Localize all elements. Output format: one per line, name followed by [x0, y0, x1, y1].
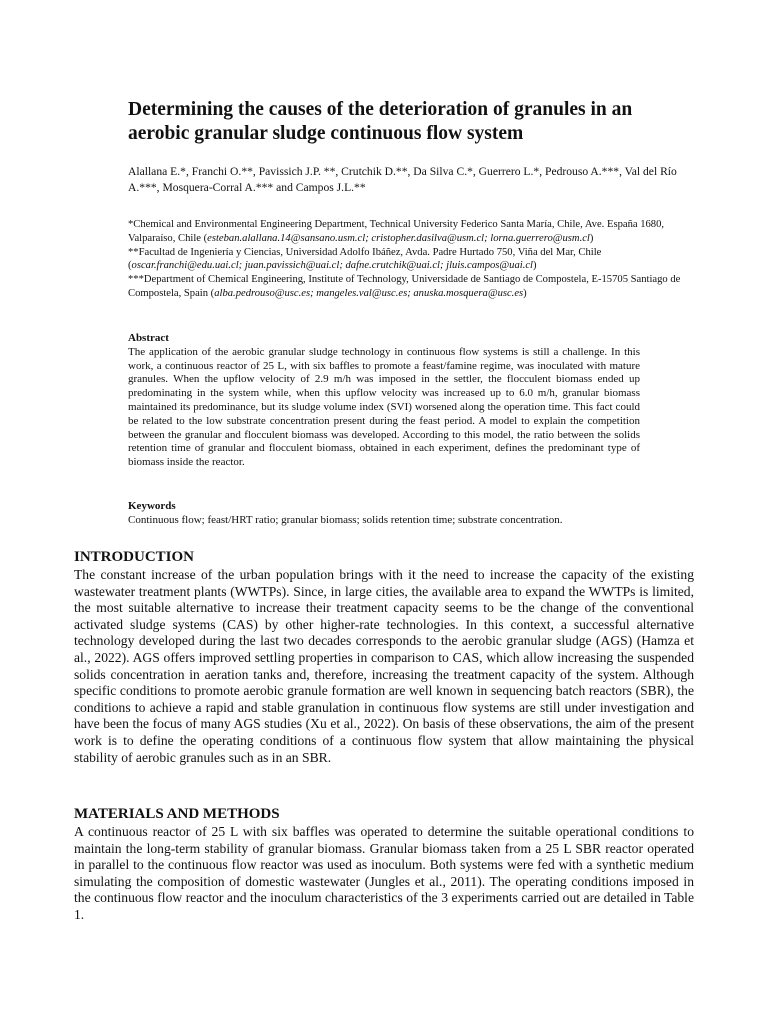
methods-text: A continuous reactor of 25 L with six baffles was operated to determine the suitable operational conditions to maintain the long-term stability of granular biomass. Granular biomass taken from a 25 L SBR reactor operated in parallel to the continuous flow reactor was used as inoculum. Both systems were fed with a synthetic medium simulating the composition of domestic wastewater (Jungles et al., 2011). The operating conditions imposed in the continuous flow reactor and the inoculum characteristics of the 3 experiments carried out are detailed in Table 1.	[74, 824, 694, 922]
methods-heading: MATERIALS AND METHODS	[74, 806, 280, 822]
abstract-text: The application of the aerobic granular sludge technology in continuous flow systems is still a challenge. In this work, a continuous reactor of 25 L, with six baffles to promote a feast/famine regime, was inoculated with mature granules. When the upflow velocity of 2.9 m/h was imposed in the settler, the flocculent biomass ended up predominating in the system while, when this upflow velocity was increased up to 6.0 m/h, granular biomass maintained its predominance, but its sludge volume index (SVI) worsened along the operation time. This fact could be related to the low substrate concentration present during the feast period. A model to explain the competition between the granular and flocculent biomass was developed. According to this model, the ratio between the solids retention time of granular and flocculent biomass, obtained in each experiment, defines the predominant type of biomass inside the reactor.	[128, 345, 640, 469]
abstract	[128, 332, 640, 470]
affiliation-3-emails: alba.pedrouso@usc.es; mangeles.val@usc.es; anuska.mosquera@usc.es	[214, 287, 524, 299]
keywords-text: Continuous flow; feast/HRT ratio; granular biomass; solids retention time; substrate concentration.	[128, 514, 563, 526]
keywords-heading: Keywords	[128, 500, 176, 512]
abstract-heading: Abstract	[128, 332, 169, 344]
keywords	[128, 499, 688, 527]
affiliation-2-emails: oscar.franchi@edu.uai.cl; juan.pavissich@uai.cl; dafne.crutchik@uai.cl; jluis.campos@uai.cl	[131, 260, 533, 272]
affiliations	[128, 218, 688, 301]
affiliation-1: *Chemical and Environmental Engineering Department, Technical University Federico Santa María, Chile, Ave. España 1680, Valparaíso, Chile (esteban.alallana.14@sansano.usm.cl; cristopher.dasilva@usm.cl; lorna.guerrero@usm.cl)	[128, 219, 665, 244]
author-list: Alallana E.*, Franchi O.**, Pavissich J.P. **, Crutchik D.**, Da Silva C.*, Guerrero L.*, Pedrouso A.***, Val del Río A.***, Mosquera-Corral A.*** and Campos J.L.**	[128, 165, 677, 194]
introduction-heading: INTRODUCTION	[74, 549, 195, 565]
paper-title: Determining the causes of the deterioration of granules in an aerobic granular sludge continuous flow system	[128, 99, 633, 144]
affiliation-1-emails: esteban.alallana.14@sansano.usm.cl; cristopher.dasilva@usm.cl; lorna.guerrero@usm.cl	[207, 232, 590, 244]
affiliation-2: **Facultad de Ingeniería y Ciencias, Universidad Adolfo Ibáñez, Avda. Padre Hurtado 750, Viña del Mar, Chile (oscar.franchi@edu.uai.cl; juan.pavissich@uai.cl; dafne.crutchik@uai.cl; jluis.campos@uai.cl)	[128, 246, 602, 272]
affiliation-3: ***Department of Chemical Engineering, Institute of Technology, Universidade de Santiago de Compostela, E-15705 Santiago de Compostela, Spain (alba.pedrouso@usc.es; mangeles.val@usc.es; anuska.mosquera@usc.es)	[128, 274, 681, 299]
introduction-text: The constant increase of the urban population brings with it the need to increase the capacity of the existing wastewater treatment plants (WWTPs). Since, in large cities, the available area to expand the WWTPs is limited, the most suitable alternative to increase their treatment capacity seems to be the change of the conventional activated sludge systems (CAS) by other higher-rate technologies. In this context, a successful alternative technology developed during the last two decades corresponds to the aerobic granular sludge (AGS) (Hamza et al., 2022). AGS offers improved settling properties in comparison to CAS, which allow increasing the suspended solids concentration in aeration tanks and, therefore, increasing the treatment capacity of the system. Although specific conditions to promote aerobic granule formation are well known in sequencing batch reactors (SBR), the conditions to achieve a rapid and stable granulation in continuous flow systems are still under investigation and have been the focus of many AGS studies (Xu et al., 2022). On basis of these observations, the aim of the present work is to define the operating conditions of a continuous flow system that allow maintaining the physical stability of aerobic granules such as in an SBR.	[74, 567, 694, 765]
